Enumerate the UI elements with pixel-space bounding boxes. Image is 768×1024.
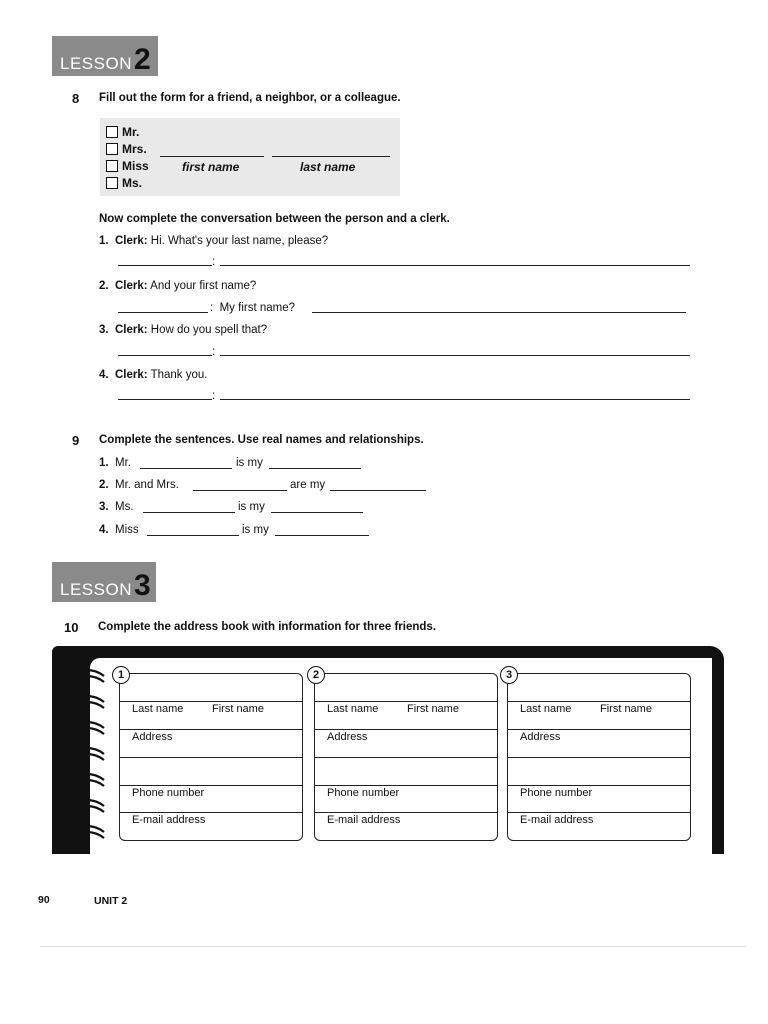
address-label: Address (327, 731, 368, 743)
sentence-prefix: Ms. (114, 501, 134, 513)
answer-blank[interactable] (220, 355, 690, 356)
title-option-miss[interactable] (106, 159, 149, 173)
title-label: Mrs. (122, 142, 147, 156)
speaker-blank[interactable] (118, 265, 212, 266)
name-form (100, 118, 400, 196)
title-option-ms[interactable] (106, 176, 142, 190)
speaker: Clerk: (114, 369, 148, 381)
colon: : (212, 256, 216, 268)
answer-blank[interactable] (220, 265, 690, 266)
unit-label: UNIT 2 (94, 895, 128, 907)
sentence-mid: is my (238, 501, 265, 513)
item-number: 1. (99, 235, 109, 247)
sentence-prefix: Mr. and Mrs. (114, 479, 179, 491)
item-number: 3. (99, 324, 109, 336)
page-number: 90 (38, 894, 50, 906)
phone-label: Phone number (327, 787, 400, 799)
speaker: Clerk: (114, 280, 148, 292)
conversation-instruction: Now complete the conversation between the person and a clerk. (99, 213, 450, 225)
item-number: 4. (99, 369, 109, 381)
last-name-label: last name (300, 160, 356, 174)
first-name-line[interactable] (160, 156, 264, 157)
first-name-label: First name (600, 703, 652, 715)
sentence-item (99, 524, 139, 536)
last-name-label: Last name (327, 703, 379, 715)
sentence-mid: is my (236, 457, 263, 469)
address-label: Address (132, 731, 173, 743)
lesson-number: 3 (133, 568, 151, 602)
speaker-blank[interactable] (118, 399, 212, 400)
exercise-10-number: 10 (64, 620, 79, 635)
exercise-8-number: 8 (72, 91, 80, 106)
address-card-3 (505, 669, 691, 841)
last-name-label: Last name (520, 703, 572, 715)
name-blank[interactable] (140, 468, 232, 469)
phone-label: Phone number (520, 787, 593, 799)
lesson-2-banner (52, 36, 158, 76)
last-name-label: Last name (132, 703, 184, 715)
checkbox[interactable] (106, 126, 118, 138)
lesson-label: LESSON (60, 580, 132, 599)
sentence-item (99, 457, 131, 469)
conversation-item (99, 324, 267, 336)
item-number: 1. (99, 457, 109, 469)
sentence-prefix: Mr. (114, 457, 131, 469)
title-label: Ms. (122, 176, 143, 190)
address-label: Address (520, 731, 561, 743)
phone-label: Phone number (132, 787, 205, 799)
conversation-item (99, 235, 328, 247)
checkbox[interactable] (106, 160, 118, 172)
clerk-line: How do you spell that? (150, 324, 268, 336)
reply-prefix-text: My first name? (219, 302, 296, 314)
sentence-item (99, 501, 134, 513)
checkbox[interactable] (106, 143, 118, 155)
answer-blank[interactable] (220, 399, 690, 400)
name-blank[interactable] (143, 512, 235, 513)
speaker-blank[interactable] (118, 312, 208, 313)
colon: : (212, 390, 216, 402)
title-label: Miss (122, 159, 149, 173)
exercise-9-number: 9 (72, 433, 80, 448)
checkbox[interactable] (106, 177, 118, 189)
sentence-mid: are my (290, 479, 326, 491)
spiral-binding-icon (64, 664, 110, 854)
reply-prefix: : My first name? (210, 302, 296, 314)
relationship-blank[interactable] (271, 512, 363, 513)
address-card-2 (312, 669, 498, 841)
card-number: 2 (307, 666, 325, 684)
address-card-1 (117, 669, 303, 841)
clerk-line: Hi. What's your last name, please? (150, 235, 329, 247)
conversation-item (99, 280, 256, 292)
name-blank[interactable] (193, 490, 287, 491)
exercise-8-instruction: Fill out the form for a friend, a neighbor, or a colleague. (99, 92, 401, 104)
first-name-label: first name (182, 160, 240, 174)
speaker: Clerk: (114, 324, 148, 336)
lesson-number: 2 (133, 42, 151, 76)
email-label: E-mail address (520, 814, 594, 826)
lesson-label: LESSON (60, 54, 132, 73)
first-name-label: First name (212, 703, 264, 715)
speaker-blank[interactable] (118, 355, 212, 356)
relationship-blank[interactable] (269, 468, 361, 469)
answer-blank[interactable] (312, 312, 686, 313)
title-option-mrs[interactable] (106, 142, 147, 156)
relationship-blank[interactable] (275, 535, 369, 536)
sentence-prefix: Miss (114, 524, 139, 536)
divider (40, 946, 746, 947)
conversation-item (99, 369, 208, 381)
sentence-mid: is my (242, 524, 269, 536)
lesson-3-banner (52, 562, 156, 602)
item-number: 4. (99, 524, 109, 536)
last-name-line[interactable] (272, 156, 390, 157)
first-name-label: First name (407, 703, 459, 715)
title-label: Mr. (122, 125, 140, 139)
speaker: Clerk: (114, 235, 148, 247)
item-number: 2. (99, 280, 109, 292)
relationship-blank[interactable] (330, 490, 426, 491)
colon: : (212, 346, 216, 358)
item-number: 2. (99, 479, 109, 491)
card-number: 1 (112, 666, 130, 684)
clerk-line: Thank you. (150, 369, 208, 381)
title-option-mr[interactable] (106, 125, 139, 139)
exercise-9-instruction: Complete the sentences. Use real names and relationships. (99, 434, 424, 446)
card-number: 3 (500, 666, 518, 684)
name-blank[interactable] (147, 535, 239, 536)
email-label: E-mail address (327, 814, 401, 826)
sentence-item (99, 479, 179, 491)
clerk-line: And your first name? (150, 280, 257, 292)
email-label: E-mail address (132, 814, 206, 826)
exercise-10-instruction: Complete the address book with information for three friends. (98, 621, 437, 633)
item-number: 3. (99, 501, 109, 513)
